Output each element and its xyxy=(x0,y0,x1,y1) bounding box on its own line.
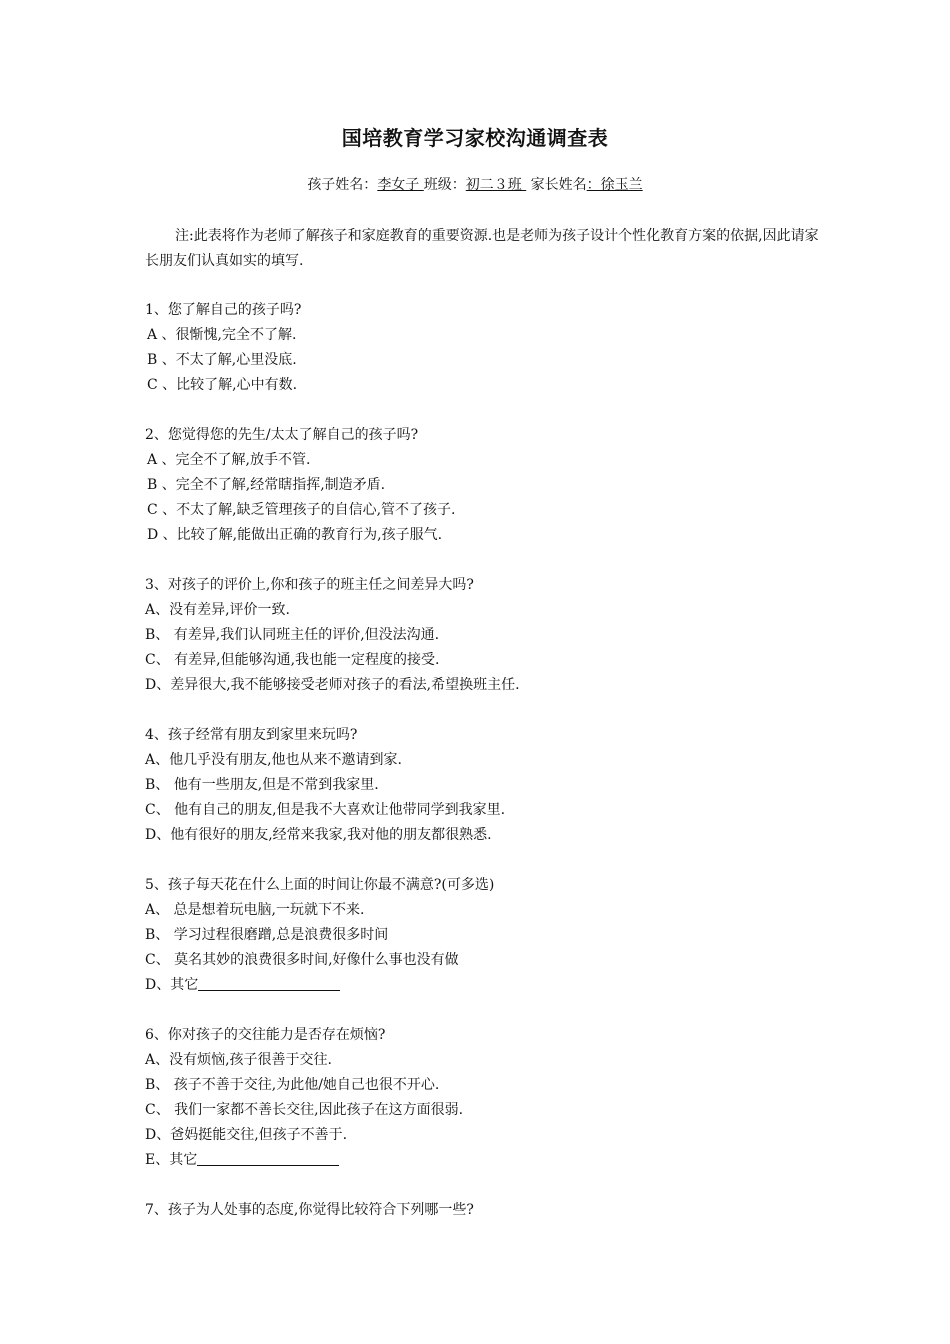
question-text: 4、孩子经常有朋友到家里来玩吗? xyxy=(145,727,358,743)
option-c: C、 我们一家都不善长交往,因此孩子在这方面很弱. xyxy=(145,1102,464,1118)
info-line xyxy=(0,174,950,194)
fill-in-blank[interactable] xyxy=(198,975,340,991)
note-paragraph: 注:此表将作为老师了解孩子和家庭教育的重要资源.也是老师为孩子设计个性化教育方案的依据,因此请家长朋友们认真如实的填写. xyxy=(145,228,819,269)
fill-in-blank[interactable] xyxy=(197,1150,339,1166)
option-a: A、 总是想着玩电脑,一玩就下不来. xyxy=(145,902,365,918)
option-other xyxy=(145,1148,825,1173)
option-other xyxy=(145,973,825,998)
question-3 xyxy=(145,573,825,698)
option-b: B 、完全不了解,经常瞎指挥,制造矛盾. xyxy=(147,477,386,493)
option-b: B 、不太了解,心里没底. xyxy=(147,352,297,368)
option-other-label: D、其它 xyxy=(145,977,199,993)
question-text: 3、对孩子的评价上,你和孩子的班主任之间差异大吗? xyxy=(145,577,474,593)
option-other-label: E、其它 xyxy=(145,1152,198,1168)
question-text: 2、您觉得您的先生/太太了解自己的孩子吗? xyxy=(145,427,419,443)
child-name-label: 孩子姓名： xyxy=(307,177,378,193)
option-c: C 、比较了解,心中有数. xyxy=(147,377,298,393)
question-1 xyxy=(145,298,825,398)
option-a: A、他几乎没有朋友,他也从来不邀请到家. xyxy=(145,752,403,768)
option-a: A、没有烦恼,孩子很善于交往. xyxy=(145,1052,333,1068)
questions-list xyxy=(145,298,825,1248)
question-text: 1、您了解自己的孩子吗? xyxy=(145,302,302,318)
question-2 xyxy=(145,423,825,548)
option-b: B、 孩子不善于交往,为此他/她自己也很不开心. xyxy=(145,1077,440,1093)
option-d: D 、比较了解,能做出正确的教育行为,孩子服气. xyxy=(147,527,443,543)
question-text: 5、孩子每天花在什么上面的时间让你最不满意?(可多选) xyxy=(145,877,495,893)
parent-name-value: ：徐玉兰 xyxy=(586,177,643,193)
class-label: 班级： xyxy=(423,177,466,193)
question-6 xyxy=(145,1023,825,1173)
option-c: C、 莫名其妙的浪费很多时间,好像什么事也没有做 xyxy=(145,952,459,968)
question-7 xyxy=(145,1198,825,1223)
question-4 xyxy=(145,723,825,848)
option-b: B、 有差异,我们认同班主任的评价,但没法沟通. xyxy=(145,627,440,643)
class-value: 初二３班 xyxy=(465,177,527,193)
option-b: B、 学习过程很磨蹭,总是浪费很多时间 xyxy=(145,927,389,943)
option-c: C、 他有自己的朋友,但是我不大喜欢让他带同学到我家里. xyxy=(145,802,506,818)
question-text: 7、孩子为人处事的态度,你觉得比较符合下列哪一些? xyxy=(145,1202,474,1218)
option-d: D、他有很好的朋友,经常来我家,我对他的朋友都很熟悉. xyxy=(145,827,492,843)
question-text: 6、你对孩子的交往能力是否存在烦恼? xyxy=(145,1027,386,1043)
option-d: D、爸妈挺能交往,但孩子不善于. xyxy=(145,1127,348,1143)
option-a: A、没有差异,评价一致. xyxy=(145,602,291,618)
question-5 xyxy=(145,873,825,998)
option-c: C 、不太了解,缺乏管理孩子的自信心,管不了孩子. xyxy=(147,502,456,518)
parent-name-label: 家长姓名 xyxy=(530,177,587,193)
child-name-value: 李女子 xyxy=(377,177,424,193)
option-c: C、 有差异,但能够沟通,我也能一定程度的接受. xyxy=(145,652,440,668)
option-b: B、 他有一些朋友,但是不常到我家里. xyxy=(145,777,379,793)
option-a: A 、完全不了解,放手不管. xyxy=(147,452,311,468)
document-title: 国培教育学习家校沟通调查表 xyxy=(341,126,609,150)
option-d: D、差异很大,我不能够接受老师对孩子的看法,希望换班主任. xyxy=(145,677,520,693)
option-a: A 、很惭愧,完全不了解. xyxy=(147,327,297,343)
